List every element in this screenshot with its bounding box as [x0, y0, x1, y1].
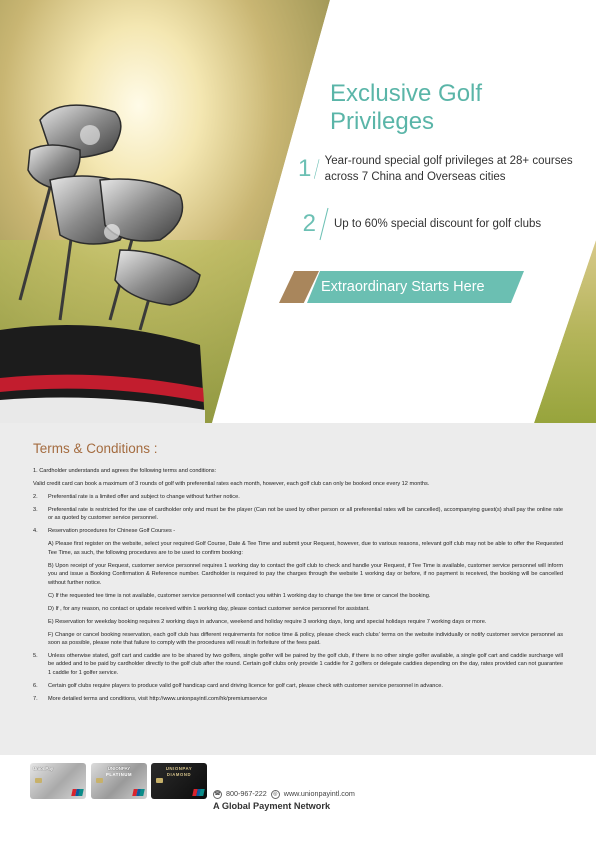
card-tier: PLATINUM — [105, 772, 133, 777]
privilege-text: Year-round special golf privileges at 28+ courses across 7 China and Overseas cities — [324, 155, 573, 183]
privilege-text: Up to 60% special discount for golf clubs — [334, 218, 542, 230]
terms-item-text: Preferential rate is restricted for the use of cardholder only and must be the player (Can not be used by other person or all preferential rates will be cancelled), accompanying guest(s) shall pay the online rate or as quoted by customer service personnel. — [48, 507, 563, 522]
terms-sub-item: D) If , for any reason, no contact or update received within 1 working day, please contact customer service personnel for assistant. — [48, 605, 370, 612]
terms-body — [33, 467, 563, 708]
terms-item-text: Certain golf clubs require players to produce valid golf handicap card and driving licence for golf cart, please check with customer service personnel in advance. — [48, 682, 443, 689]
terms-item — [33, 527, 563, 535]
unionpay-logo-icon — [72, 789, 83, 796]
terms-intro-detail: Valid credit card can book a maximum of 3 rounds of golf with preferential rates each month, however, each golf club can only be booked once every 12 months. — [33, 481, 430, 487]
privilege-number: 1 — [298, 155, 312, 182]
card-chip-icon — [156, 778, 163, 783]
terms-item-number: 4. — [33, 528, 38, 535]
extraordinary-banner — [279, 271, 524, 303]
terms-sub-item: E) Reservation for weekday booking requires 2 working days in advance, weekend and holiday require 3 working days, long and special holidays require 7 working days or more. — [48, 618, 487, 625]
unionpay-platinum-card — [30, 763, 86, 799]
unionpay-logo-icon — [193, 789, 204, 796]
terms-item — [33, 695, 563, 703]
unionpay-diamond-card — [151, 763, 207, 799]
card-brand: UNIONPAY — [107, 766, 131, 771]
page-title: Exclusive Golf Privileges — [330, 80, 483, 135]
terms-item-number: 5. — [33, 653, 38, 660]
banner-label: Extraordinary Starts Here — [321, 279, 485, 295]
phone-icon: ☎ — [214, 790, 221, 797]
terms-sub-item: A) Please first register on the website, select your required Golf Course, Date & Tee Time and submit your Request, however, due to various reasons, relevant golf club may not be able to offer the Requested Tee Time, as such, the following procedures are to be used to confirm booking: — [48, 541, 563, 556]
card-chip-icon — [35, 778, 42, 783]
card-chip-icon — [96, 778, 103, 783]
unionpay-platinum-card — [91, 763, 147, 799]
terms-intro: 1. Cardholder understands and agrees the following terms and conditions: — [33, 468, 217, 474]
slash-divider-icon — [318, 207, 330, 241]
terms-item — [33, 682, 563, 690]
privilege-item-2 — [298, 207, 588, 241]
terms-heading: Terms & Conditions : — [33, 441, 158, 456]
terms-link-text[interactable]: More detailed terms and conditions, visit http://www.unionpayintl.com/hk/premiumservice — [48, 695, 268, 702]
globe-icon: ◎ — [271, 790, 280, 799]
tagline: A Global Payment Network — [213, 801, 331, 811]
terms-sub-item: F) Change or cancel booking reservation, each golf club has different requirements for notice time & policy, please check each clubs' terms on the website individually or notify customer service personnel as soon as possible, please note that failure to comply with the procedures will result in forfeiture of the fees paid. — [48, 631, 563, 647]
terms-item-text: Unless otherwise stated, golf cart and caddie are to be shared by two golfers, single golfer will be paired by the golf club, if there is no other single golfer available, a single golf cart and caddie surcharge will be added and to be paid by cardholder directly to the golf club after the round. Certain golf clubs only provide 1 caddie for 2 golfers or delegate caddies depending on the day, rates provided can not guarantee 1 caddie for 1 golfer service. — [48, 653, 563, 676]
contact-line — [213, 789, 355, 799]
terms-item-number: 7. — [33, 695, 38, 702]
slash-divider-icon — [313, 152, 320, 186]
terms-section — [0, 423, 596, 755]
card-brand: UNIONPAY — [165, 766, 193, 771]
terms-item-text: Reservation procedures for Chinese Golf Courses - — [48, 528, 176, 535]
terms-sub-item: B) Upon receipt of your Request, customer service personnel requires 1 working day to contact the golf club to check and handle your Request, if Tee Time is available, customer service personnel will inform you and issue a Booking Confirmation & Reference number. Cardholder is required to pay the charges through the website 1 working day or before, if no payment is received, the booking will be cancelled without further notice. — [48, 562, 563, 586]
privilege-number: 2 — [302, 210, 316, 237]
terms-item-number: 2. — [33, 494, 38, 500]
terms-item-text: Preferential rate is a limited offer and subject to change without further notice. — [48, 494, 240, 500]
terms-item — [33, 506, 563, 523]
card-brand: UnionPay — [33, 766, 54, 771]
terms-item-number: 3. — [33, 507, 38, 513]
terms-item-number: 6. — [33, 682, 38, 689]
terms-sub-item: C) If the requested tee time is not available, customer service personnel will contact you within 1 working day to change the tee time or cancel the booking. — [48, 592, 431, 599]
card-tier: DIAMOND — [166, 772, 192, 777]
website-link[interactable]: www.unionpayintl.com — [283, 789, 355, 798]
terms-item — [33, 493, 563, 501]
footer — [0, 755, 596, 843]
phone-number[interactable]: 800-967-222 — [226, 789, 267, 798]
unionpay-logo-icon — [133, 789, 144, 796]
privilege-item-1 — [298, 152, 588, 186]
terms-item — [33, 652, 563, 677]
